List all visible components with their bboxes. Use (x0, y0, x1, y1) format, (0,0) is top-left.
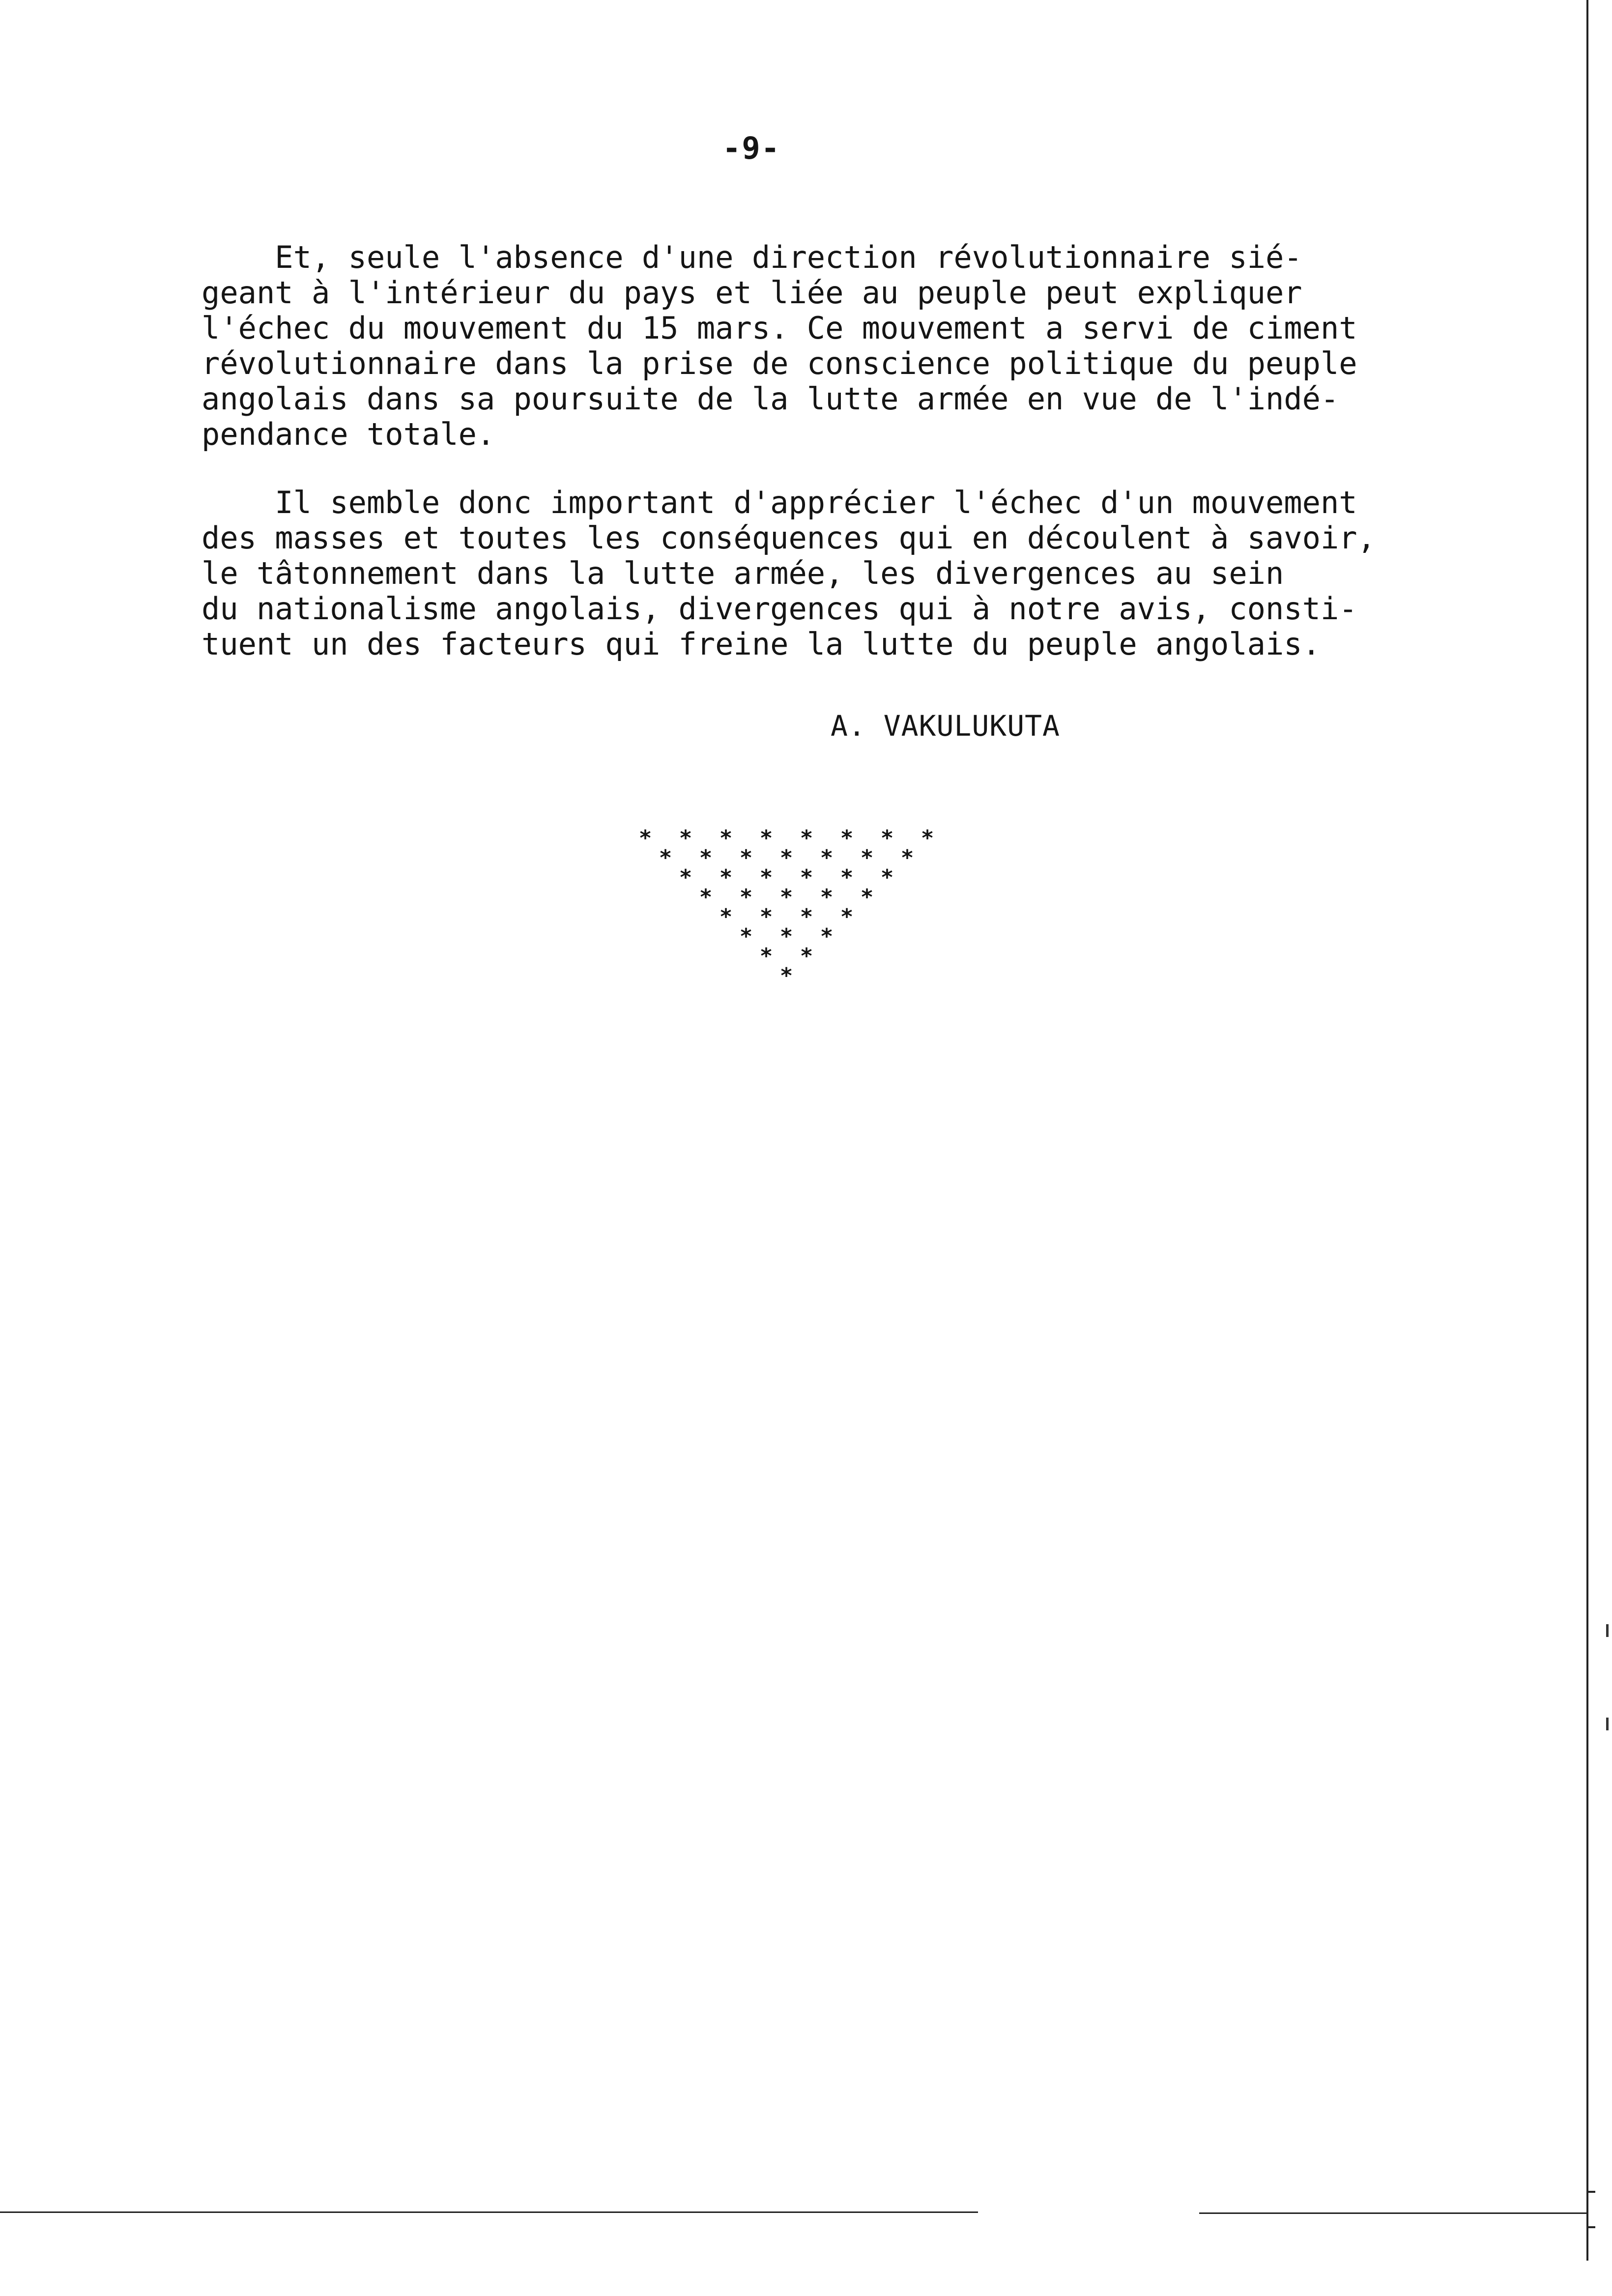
ornament-star: * (801, 865, 812, 890)
text-line: tuent un des facteurs qui freine la lutte du peuple angolais. (202, 626, 1321, 662)
ornament-star: * (780, 924, 792, 949)
ornament-star: * (700, 845, 712, 870)
ornament-star: * (720, 865, 732, 890)
text-line: pendance totale. (202, 416, 495, 452)
ornament-star: * (760, 865, 772, 890)
text-line: Et, seule l'absence d'une direction révolutionnaire sié- (202, 239, 1302, 275)
edge-mark (1606, 1718, 1609, 1730)
page-number: -9- (722, 130, 780, 166)
right-margin-line (1586, 0, 1588, 2261)
ornament-star: * (780, 963, 792, 988)
star-ornament (629, 826, 944, 988)
paragraph-1 (202, 240, 1460, 452)
ornament-star: * (660, 845, 671, 870)
edge-mark (1606, 1624, 1609, 1637)
text-line: Il semble donc important d'apprécier l'échec d'un mouvement (202, 485, 1357, 520)
ornament-star: * (921, 826, 933, 851)
text-line: du nationalisme angolais, divergences qui à notre avis, consti- (202, 591, 1357, 627)
ornament-star: * (881, 826, 893, 851)
ornament-star: * (821, 845, 833, 870)
text-line: révolutionnaire dans la prise de conscience politique du peuple (202, 345, 1357, 381)
margin-tick (1586, 2226, 1595, 2228)
ornament-star: * (881, 865, 893, 890)
text-line: geant à l'intérieur du pays et liée au peuple peut expliquer (202, 275, 1302, 311)
ornament-star: * (841, 904, 853, 929)
footer-rule-left (0, 2211, 978, 2213)
ornament-star: * (740, 885, 752, 910)
ornament-star: * (861, 885, 873, 910)
ornament-star: * (801, 826, 812, 851)
author-signature: A. VAKULUKUTA (831, 709, 1060, 743)
ornament-star: * (780, 845, 792, 870)
margin-tick (1586, 2191, 1595, 2193)
ornament-star: * (740, 924, 752, 949)
ornament-star: * (720, 826, 732, 851)
text-line: angolais dans sa poursuite de la lutte armée en vue de l'indé- (202, 381, 1339, 417)
text-line: l'échec du mouvement du 15 mars. Ce mouvement a servi de ciment (202, 310, 1357, 346)
ornament-star: * (861, 845, 873, 870)
ornament-star: * (821, 885, 833, 910)
ornament-star: * (740, 845, 752, 870)
ornament-star: * (639, 826, 651, 851)
ornament-star: * (901, 845, 913, 870)
paragraph-2 (202, 485, 1460, 662)
ornament-star: * (680, 865, 691, 890)
ornament-star: * (801, 904, 812, 929)
ornament-star: * (680, 826, 691, 851)
ornament-star: * (720, 904, 732, 929)
ornament-star: * (780, 885, 792, 910)
ornament-star: * (821, 924, 833, 949)
ornament-star: * (801, 944, 812, 969)
ornament-star: * (841, 826, 853, 851)
ornament-star: * (700, 885, 712, 910)
text-line: des masses et toutes les conséquences qui en découlent à savoir, (202, 520, 1376, 556)
ornament-star: * (841, 865, 853, 890)
footer-rule-right (1199, 2212, 1587, 2214)
ornament-star: * (760, 826, 772, 851)
text-line: le tâtonnement dans la lutte armée, les divergences au sein (202, 555, 1284, 591)
ornament-star: * (760, 944, 772, 969)
ornament-star: * (760, 904, 772, 929)
